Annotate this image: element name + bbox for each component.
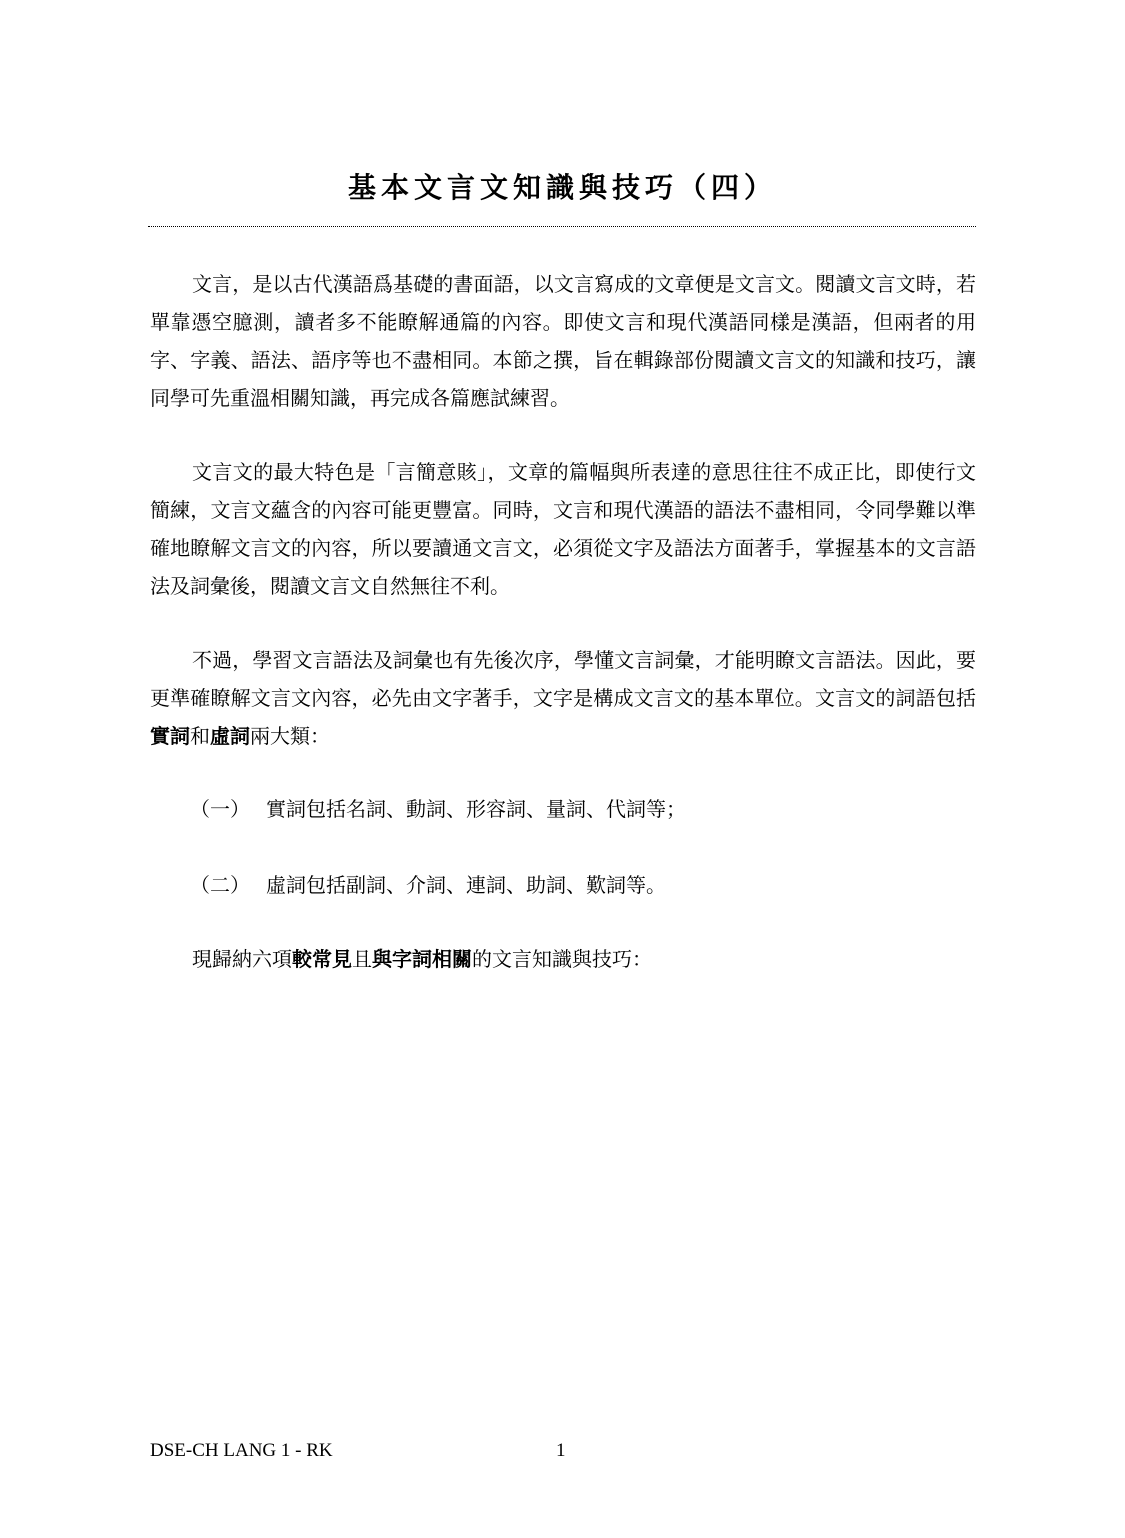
- summary-emphasis-related: 與字詞相關: [372, 947, 472, 971]
- paragraph-intro: 文言，是以古代漢語爲基礎的書面語，以文言寫成的文章便是文言文。閱讀文言文時，若單靠憑空臆測，讀者多不能瞭解通篇的內容。即使文言和現代漢語同樣是漢語，但兩者的用字、字義、語法、語序等也不盡相同。本節之撰，旨在輯錄部份閱讀文言文的知識和技巧，讓同學可先重溫相關知識，再完成各篇應試練習。: [150, 272, 976, 410]
- page-number: 1: [556, 1440, 566, 1461]
- connector-text: 和: [190, 724, 210, 748]
- summary-line: [192, 940, 976, 978]
- list-item: [190, 866, 976, 904]
- title-divider: [148, 226, 976, 227]
- summary-emphasis-common: 較常見: [292, 947, 352, 971]
- paragraph-word-types-ending: 兩大類：: [250, 724, 330, 748]
- term-content-words: 實詞: [150, 724, 190, 748]
- paragraph-word-types: [150, 641, 976, 755]
- page-title: 基本文言文知識與技巧（四）: [347, 171, 777, 204]
- term-function-words: 虛詞: [210, 724, 250, 748]
- paragraph-word-types-text: 不過，學習文言語法及詞彙也有先後次序，學懂文言詞彙，才能明瞭文言語法。因此，要更準確瞭解文言文內容，必先由文字著手，文字是構成文言文的基本單位。文言文的詞語包括: [150, 648, 976, 710]
- paragraph-features: 文言文的最大特色是「言簡意賅」，文章的篇幅與所表達的意思往往不成正比，即使行文簡練，文言文蘊含的內容可能更豐富。同時，文言和現代漢語的語法不盡相同，令同學難以準確地瞭解文言文的內容，所以要讀通文言文，必須從文字及語法方面著手，掌握基本的文言語法及詞彙後，閱讀文言文自然無往不利。: [150, 460, 976, 598]
- summary-text-end: 的文言知識與技巧：: [472, 947, 652, 971]
- footer-course-code: DSE-CH LANG 1 - RK: [150, 1440, 333, 1461]
- list-item-number: （二）: [190, 873, 250, 897]
- summary-text-start: 現歸納六項: [192, 947, 292, 971]
- summary-text-middle: 且: [352, 947, 372, 971]
- list-item: [190, 790, 976, 828]
- list-item-number: （一）: [190, 797, 250, 821]
- list-item-text: 實詞包括名詞、動詞、形容詞、量詞、代詞等；: [266, 797, 686, 821]
- list-item-text: 虛詞包括副詞、介詞、連詞、助詞、歎詞等。: [266, 873, 666, 897]
